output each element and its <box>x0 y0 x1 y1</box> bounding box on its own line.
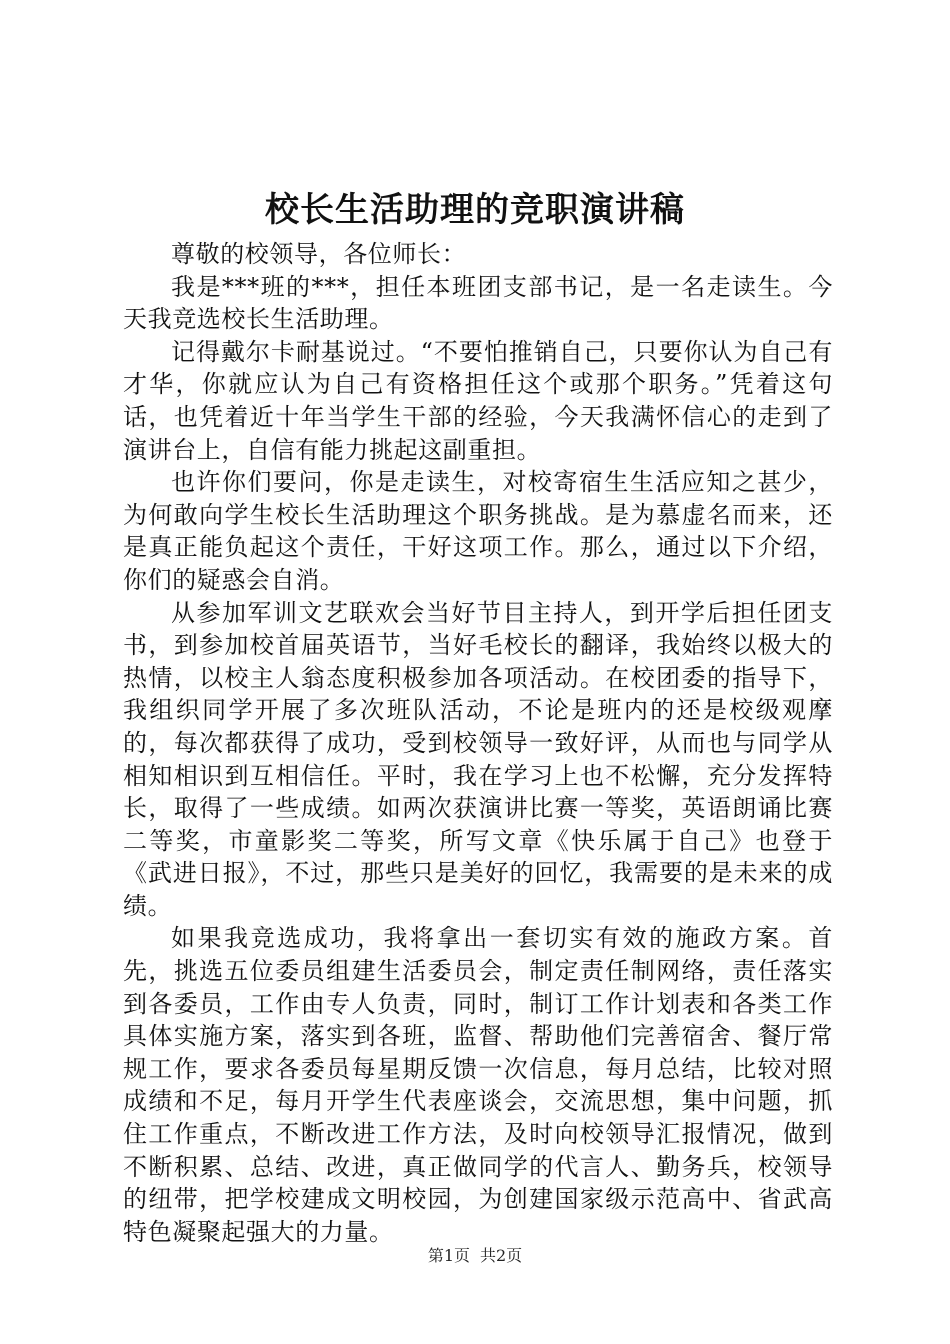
paragraph-experience: 从参加军训文艺联欢会当好节目主持人，到开学后担任团支书，到参加校首届英语节，当好毛校长的翻译，我始终以极大的热情，以校主人翁态度积极参加各项活动。在校团委的指导下，我组织同学开展了多次班队活动，不论是班内的还是校级观摩的，每次都获得了成功，受到校领导一致好评，从而也与同学从相知相识到互相信任。平时，我在学习上也不松懈，充分发挥特长，取得了一些成绩。如两次获演讲比赛一等奖，英语朗诵比赛二等奖，市童影奖二等奖，所写文章《快乐属于自己》也登于《武进日报》，不过，那些只是美好的回忆，我需要的是未来的成绩。 <box>123 598 833 920</box>
paragraph-question: 也许你们要问，你是走读生，对校寄宿生生活应知之甚少，为何敢向学生校长生活助理这个职务挑战。是为慕虚名而来，还是真正能负起这个责任，干好这项工作。那么，通过以下介绍，你们的疑惑会自消。 <box>123 468 833 594</box>
document-body <box>123 238 833 1248</box>
paragraph-salutation: 尊敬的校领导，各位师长： <box>171 240 467 268</box>
paragraph-quote: 记得戴尔卡耐基说过。“不要怕推销自己，只要你认为自己有才华，你就应认为自己有资格担任这个或那个职务。”凭着这句话，也凭着近十年当学生干部的经验，今天我满怀信心的走到了演讲台上，自信有能力挑起这副重担。 <box>123 337 833 464</box>
page-footer <box>0 1245 950 1267</box>
page-number-total: 共2页 <box>480 1246 523 1265</box>
paragraph-introduction: 我是***班的***，担任本班团支部书记，是一名走读生。今天我竞选校长生活助理。 <box>123 272 833 334</box>
page-number-current: 第1页 <box>427 1246 470 1265</box>
document-title: 校长生活助理的竞职演讲稿 <box>265 190 685 230</box>
paragraph-plan: 如果我竞选成功，我将拿出一套切实有效的施政方案。首先，挑选五位委员组建生活委员会，制定责任制网络，责任落实到各委员，工作由专人负责，同时，制订工作计划表和各类工作具体实施方案，落实到各班，监督、帮助他们完善宿舍、餐厅常规工作，要求各委员每星期反馈一次信息，每月总结，比较对照成绩和不足，每月开学生代表座谈会，交流思想，集中问题，抓住工作重点，不断改进工作方法，及时向校领导汇报情况，做到不断积累、总结、改进，真正做同学的代言人、勤务兵，校领导的纽带，把学校建成文明校园，为创建国家级示范高中、省武高特色凝聚起强大的力量。 <box>123 924 833 1246</box>
